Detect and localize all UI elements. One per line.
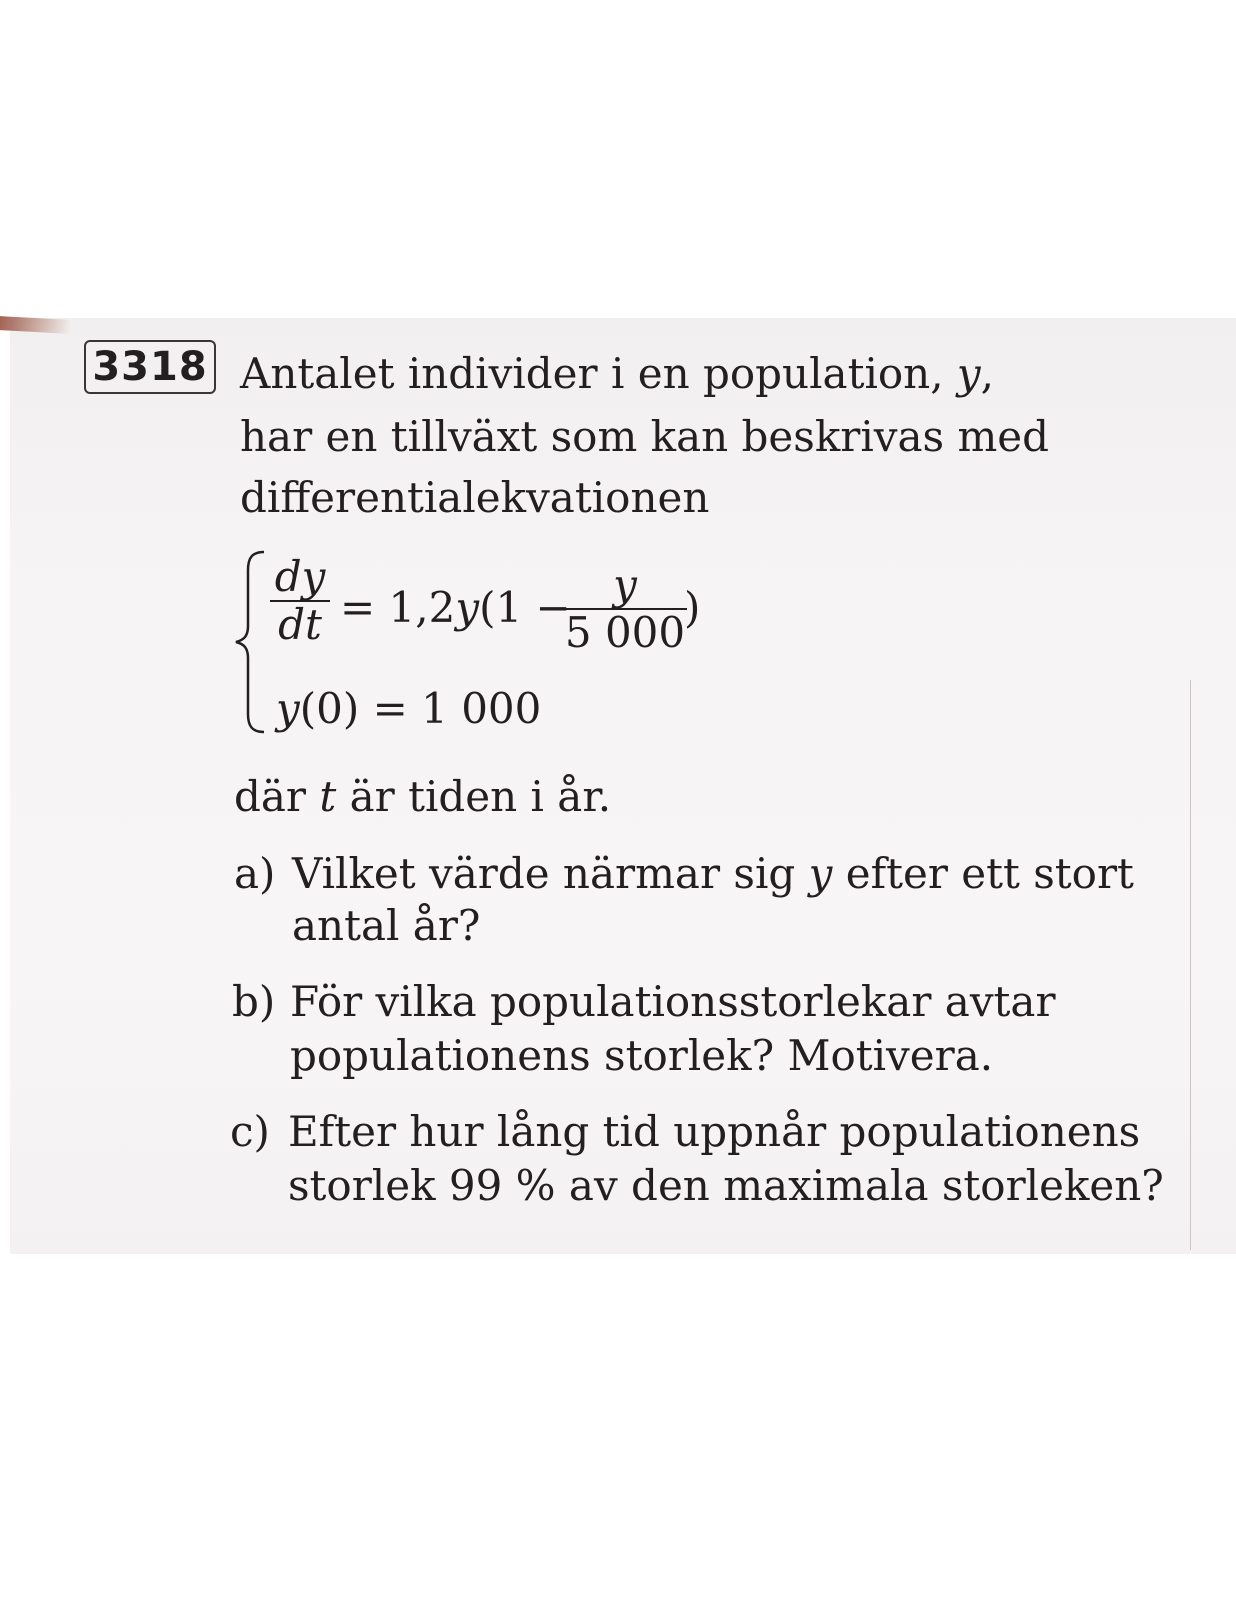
time-definition: där t är tiden i år. (234, 772, 612, 821)
question-b-line-1: För vilka populationsstorlekar avtar (290, 977, 1056, 1026)
fraction-numerator: dy (274, 552, 326, 601)
question-c-label: c) (230, 1107, 270, 1156)
left-brace (232, 548, 272, 736)
initial-condition: y(0) = 1 000 (276, 684, 542, 733)
inner-denominator: 5 000 (564, 608, 686, 657)
question-a-line-1: Vilket värde närmar sig y efter ett stort (292, 849, 1134, 898)
fraction-denominator: dt (270, 600, 330, 648)
question-c-line-1: Efter hur lång tid uppnår populationens (288, 1107, 1141, 1156)
derivative-fraction (270, 554, 330, 648)
inner-fraction (563, 562, 687, 656)
problem-number: 3318 (84, 340, 216, 394)
question-b-label: b) (232, 977, 276, 1026)
equation-close-paren: ) (684, 583, 701, 632)
equation-rhs: = 1,2y(1 − (340, 583, 571, 632)
column-rule (1190, 680, 1191, 1250)
question-b-line-2: populationens storlek? Motivera. (290, 1031, 994, 1080)
intro-line-1: Antalet individer i en population, y, (240, 349, 995, 398)
intro-line-2: har en tillväxt som kan beskrivas med (240, 412, 1050, 461)
question-a-line-2: antal år? (292, 901, 481, 950)
intro-line-3: differentialekvationen (240, 473, 710, 522)
question-a-label: a) (234, 849, 276, 898)
inner-numerator: y (613, 560, 637, 609)
question-c-line-2: storlek 99 % av den maximala storleken? (288, 1161, 1164, 1210)
